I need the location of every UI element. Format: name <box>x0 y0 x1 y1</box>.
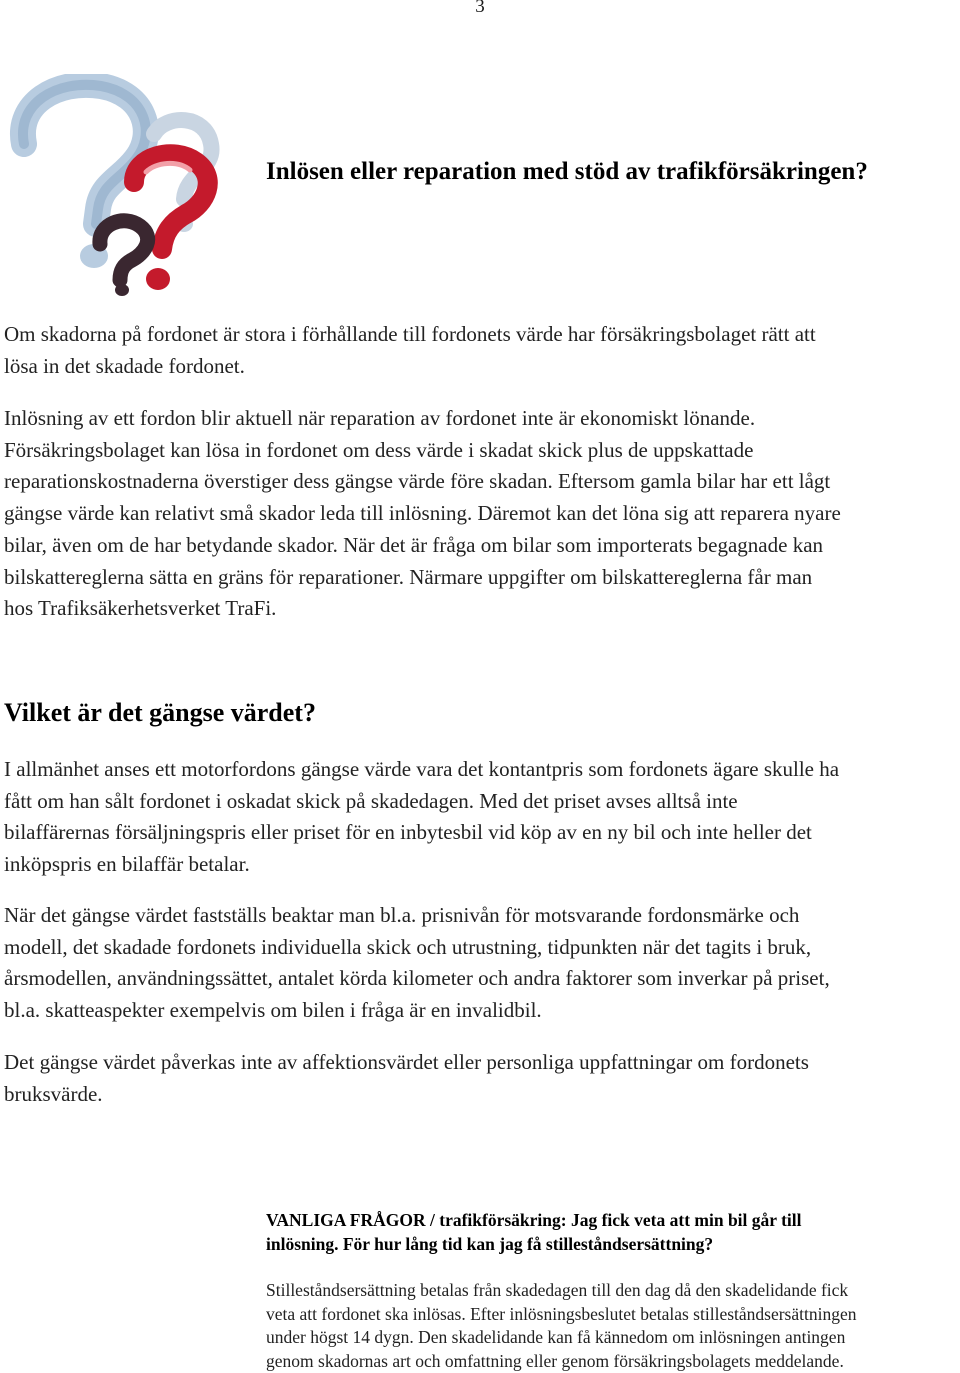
text-line: I allmänhet anses ett motorfordons gängse värde vara det kontantpris som fordonets ägare skulle ha <box>4 754 959 786</box>
text-line: gängse värde kan relativt små skador leda till inlösning. Däremot kan det löna sig att reparera nyare <box>4 498 959 530</box>
text-line: bilaffärernas försäljningspris eller priset för en inbytesbil vid köp av en ny bil och inte heller det <box>4 817 959 849</box>
text-line: När det gängse värdet fastställs beaktar man bl.a. prisnivån för motsvarande fordonsmärke och <box>4 900 959 932</box>
text-line: bl.a. skatteaspekter exempelvis om bilen i fråga är en invalidbil. <box>4 995 959 1027</box>
text-line: Det gängse värdet påverkas inte av affektionsvärdet eller personliga uppfattningar om fordonets <box>4 1047 959 1079</box>
text-line: bilskattereglerna sätta en gräns för reparationer. Närmare uppgifter om bilskattereglerna får man <box>4 562 959 594</box>
page-number: 3 <box>0 0 960 18</box>
text-line: bilar, även om de har betydande skador. När det är fråga om bilar som importerats begagnade kan <box>4 530 959 562</box>
text-line: Inlösning av ett fordon blir aktuell när reparation av fordonet inte är ekonomiskt lönande. <box>4 403 959 435</box>
faq-answer-line: Stilleståndsersättning betalas från skadedagen till den dag då den skadelidande fick <box>266 1279 956 1303</box>
faq-answer-line: genom skadornas art och omfattning eller genom försäkringsbolagets meddelande. <box>266 1350 956 1373</box>
value-paragraph <box>4 754 959 881</box>
text-line: hos Trafiksäkerhetsverket TraFi. <box>4 593 959 625</box>
section-heading: Vilket är det gängse värdet? <box>4 698 316 728</box>
text-line: fått om han sålt fordonet i oskadat skick på skadedagen. Med det priset avses alltså inte <box>4 786 959 818</box>
faq-answer-line: veta att fordonet ska inlösas. Efter inlösningsbeslutet betalas stilleståndsersättningen <box>266 1303 956 1327</box>
faq-answer-line: under högst 14 dygn. Den skadelidande kan få kännedom om inlösningen antingen <box>266 1326 956 1350</box>
faq-answer <box>266 1279 956 1373</box>
text-line: reparationskostnaderna överstiger dess gängse värde före skadan. Eftersom gamla bilar har ett lågt <box>4 466 959 498</box>
redemption-paragraph <box>4 403 959 625</box>
intro-paragraph <box>4 319 959 382</box>
faq-question-line: VANLIGA FRÅGOR / trafikförsäkring: Jag fick veta att min bil går till <box>266 1209 956 1233</box>
text-line: Om skadorna på fordonet är stora i förhållande till fordonets värde har försäkringsbolaget rätt att <box>4 319 959 351</box>
text-line: lösa in det skadade fordonet. <box>4 351 959 383</box>
text-line: årsmodellen, användningssättet, antalet körda kilometer och andra faktorer som inverkar på priset, <box>4 963 959 995</box>
question-marks-logo <box>6 74 230 296</box>
text-line: modell, det skadade fordonets individuella skick och utrustning, tidpunkten när det tagits i bruk, <box>4 932 959 964</box>
faq-question-line: inlösning. För hur lång tid kan jag få stilleståndsersättning? <box>266 1233 956 1257</box>
affection-value-paragraph <box>4 1047 959 1110</box>
text-line: inköpspris en bilaffär betalar. <box>4 849 959 881</box>
text-line: bruksvärde. <box>4 1079 959 1111</box>
page-title: Inlösen eller reparation med stöd av trafikförsäkringen? <box>266 158 868 186</box>
text-line: Försäkringsbolaget kan lösa in fordonet om dess värde i skadat skick plus de uppskattade <box>4 435 959 467</box>
faq-question <box>266 1209 956 1256</box>
valuation-factors-paragraph <box>4 900 959 1027</box>
